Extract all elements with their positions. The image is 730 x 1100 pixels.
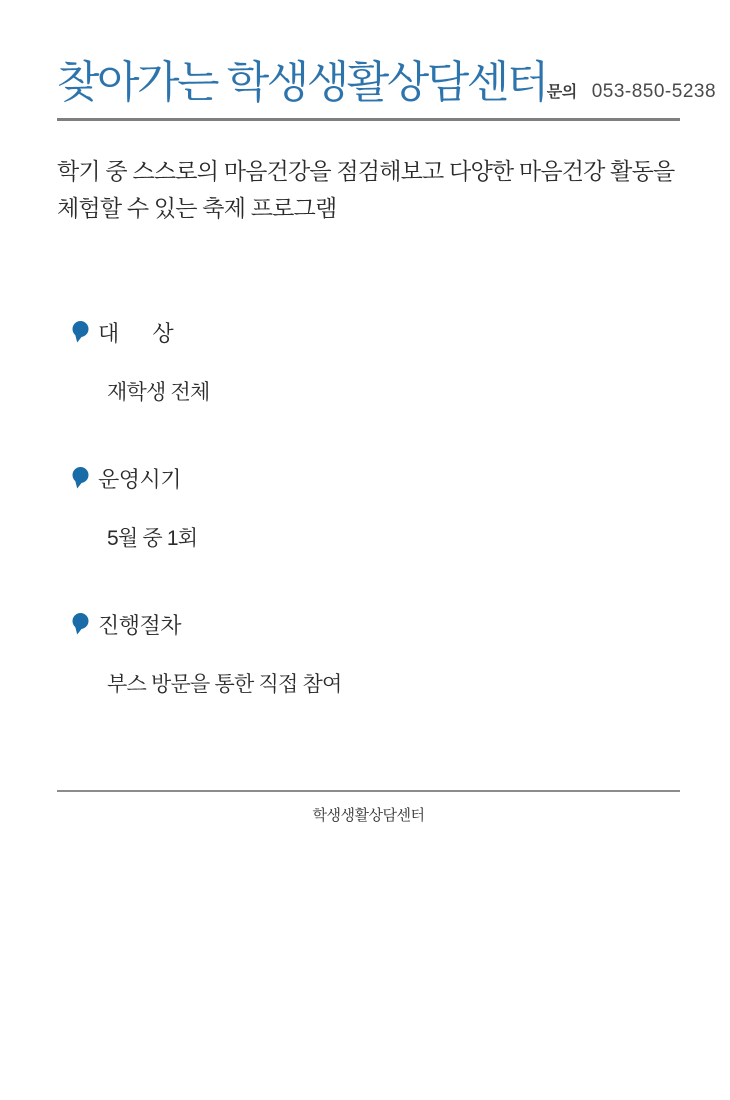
- section-label: 대 상: [98, 320, 174, 346]
- section-procedure: [57, 609, 680, 698]
- section-content: 부스 방문을 통한 직접 참여: [107, 672, 342, 696]
- contact-label: 문의: [546, 83, 577, 101]
- header-divider: [57, 118, 680, 121]
- section-heading: [72, 463, 680, 494]
- speech-balloon-bullet-icon: [72, 613, 89, 635]
- speech-balloon-bullet-icon: [72, 467, 89, 489]
- section-content: 재학생 전체: [107, 380, 210, 404]
- speech-balloon-bullet-icon: [72, 321, 89, 343]
- intro-paragraph: 학기 중 스스로의 마음건강을 점검해보고 다양한 마음건강 활동을 체험할 수 있는 축제 프로그램: [57, 157, 675, 221]
- footer-organization-name: 학생생활상담센터: [312, 806, 425, 824]
- section-target: [57, 317, 680, 406]
- section-label: 운영시기: [98, 466, 182, 492]
- footer-divider: [57, 790, 680, 792]
- footer: [57, 790, 680, 825]
- section-label: 진행절차: [98, 612, 182, 638]
- contact-info: [547, 79, 716, 109]
- page-title: 찾아가는 학생생활상담센터: [57, 58, 547, 107]
- section-schedule: [57, 463, 680, 552]
- header: [57, 58, 717, 109]
- section-heading: [72, 317, 680, 348]
- contact-phone-number: 053-850-5238: [591, 80, 717, 102]
- section-heading: [72, 609, 680, 640]
- info-sections: [57, 317, 680, 698]
- section-content: 5월 중 1회: [107, 526, 198, 550]
